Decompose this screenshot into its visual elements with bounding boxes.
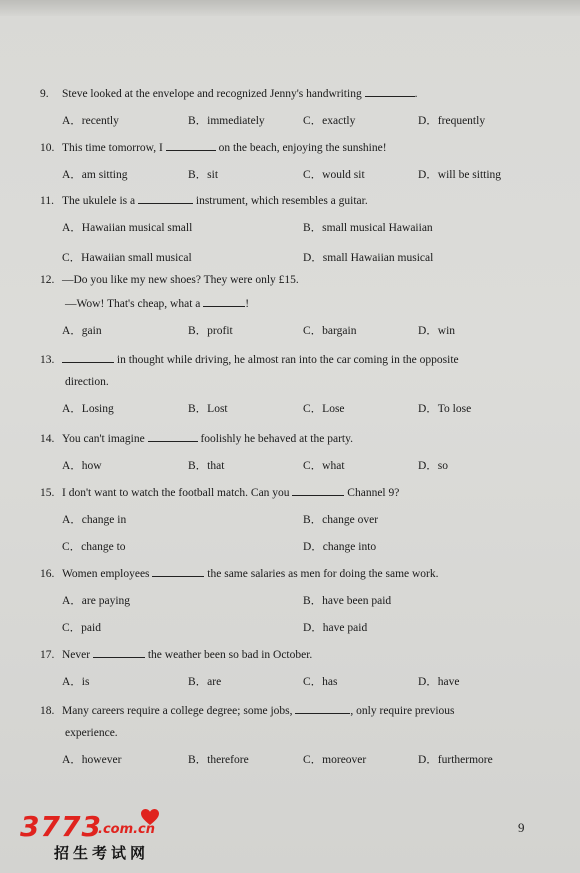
option-c[interactable]: C．moreover [303, 754, 367, 766]
question-14: 14. You can't imagine foolishly he behaved at the party. A．how B．that C．what D．so [40, 433, 449, 472]
heart-icon [140, 808, 160, 826]
site-watermark-logo [20, 810, 190, 865]
option-d[interactable]: D．have paid [303, 622, 368, 634]
option-d[interactable]: D．have [418, 676, 460, 688]
option-b[interactable]: B．profit [188, 325, 233, 337]
option-c[interactable]: C．what [303, 460, 345, 472]
option-d[interactable]: D．furthermore [418, 754, 493, 766]
option-b[interactable]: B．are [188, 676, 222, 688]
option-c[interactable]: C．change to [62, 541, 126, 553]
option-a[interactable]: A．gain [62, 325, 102, 337]
option-a[interactable]: A．am sitting [62, 169, 128, 181]
option-b[interactable]: B．change over [303, 514, 379, 526]
answer-blank[interactable] [166, 140, 216, 151]
answer-blank[interactable] [148, 431, 198, 442]
option-a[interactable]: A．recently [62, 115, 119, 127]
option-c[interactable]: C．paid [62, 622, 101, 634]
option-a[interactable]: A．are paying [62, 595, 131, 607]
option-b[interactable]: B．sit [188, 169, 219, 181]
option-d[interactable]: D．will be sitting [418, 169, 502, 181]
option-c[interactable]: C．bargain [303, 325, 357, 337]
option-a[interactable]: A．is [62, 676, 90, 688]
option-b[interactable]: B．Lost [188, 403, 228, 415]
answer-blank[interactable] [138, 193, 193, 204]
question-9: 9. Steve looked at the envelope and recognized Jenny's handwriting . A．recently B．immediately C．exactly D．frequently [40, 88, 486, 127]
logo-chinese-text: 招生考试网 [54, 844, 150, 862]
option-d[interactable]: D．small Hawaiian musical [303, 252, 434, 264]
page-number: 9 [518, 820, 525, 835]
question-18: 18. Many careers require a college degree; some jobs, , only require previous experience. A．however B．therefore C．moreover D．furthermore [40, 705, 493, 766]
answer-blank[interactable] [292, 485, 344, 496]
option-b[interactable]: B．small musical Hawaiian [303, 222, 433, 234]
option-b[interactable]: B．therefore [188, 754, 249, 766]
page-top-shadow [0, 0, 580, 16]
answer-blank[interactable] [93, 647, 145, 658]
option-b[interactable]: B．have been paid [303, 595, 392, 607]
logo-number: 3773 [20, 810, 102, 843]
option-a[interactable]: A．change in [62, 514, 127, 526]
logo-domain: .com.cn [98, 822, 156, 837]
option-c[interactable]: C．exactly [303, 115, 356, 127]
answer-blank[interactable] [365, 86, 415, 97]
option-b[interactable]: B．that [188, 460, 225, 472]
option-a[interactable]: A．how [62, 460, 102, 472]
option-d[interactable]: D．To lose [418, 403, 472, 415]
option-a[interactable]: A．however [62, 754, 122, 766]
option-d[interactable]: D．change into [303, 541, 377, 553]
question-13: 13. in thought while driving, he almost ran into the car coming in the opposite direction. A．Losing B．Lost C．Lose D．To lose [40, 354, 472, 415]
option-c[interactable]: C．Lose [303, 403, 345, 415]
option-d[interactable]: D．win [418, 325, 456, 337]
option-a[interactable]: A．Hawaiian musical small [62, 222, 193, 234]
option-c[interactable]: C．Hawaiian small musical [62, 252, 192, 264]
question-10: 10. This time tomorrow, I on the beach, enjoying the sunshine! A．am sitting B．sit C．would sit D．will be sitting [40, 142, 502, 181]
option-d[interactable]: D．so [418, 460, 449, 472]
question-16: 16. Women employees the same salaries as men for doing the same work. A．are paying B．have been paid C．paid D．have paid [40, 568, 439, 634]
answer-blank[interactable] [203, 296, 245, 307]
answer-blank[interactable] [62, 352, 114, 363]
question-17: 17. Never the weather been so bad in October. A．is B．are C．has D．have [40, 649, 460, 688]
answer-blank[interactable] [152, 566, 204, 577]
option-d[interactable]: D．frequently [418, 115, 486, 127]
option-c[interactable]: C．would sit [303, 169, 365, 181]
option-b[interactable]: B．immediately [188, 115, 265, 127]
question-15: 15. I don't want to watch the football match. Can you Channel 9? A．change in B．change over C．change to D．change into [40, 487, 400, 553]
question-12: 12. —Do you like my new shoes? They were only £15. —Wow! That's cheap, what a ! A．gain B．profit C．bargain D．win [40, 274, 456, 337]
option-a[interactable]: A．Losing [62, 403, 114, 415]
answer-blank[interactable] [295, 703, 350, 714]
question-11: 11. The ukulele is a instrument, which resembles a guitar. A．Hawaiian musical small B．small musical Hawaiian C．Hawaiian small musical D．small Hawaiian musical [40, 195, 434, 264]
option-c[interactable]: C．has [303, 676, 338, 688]
